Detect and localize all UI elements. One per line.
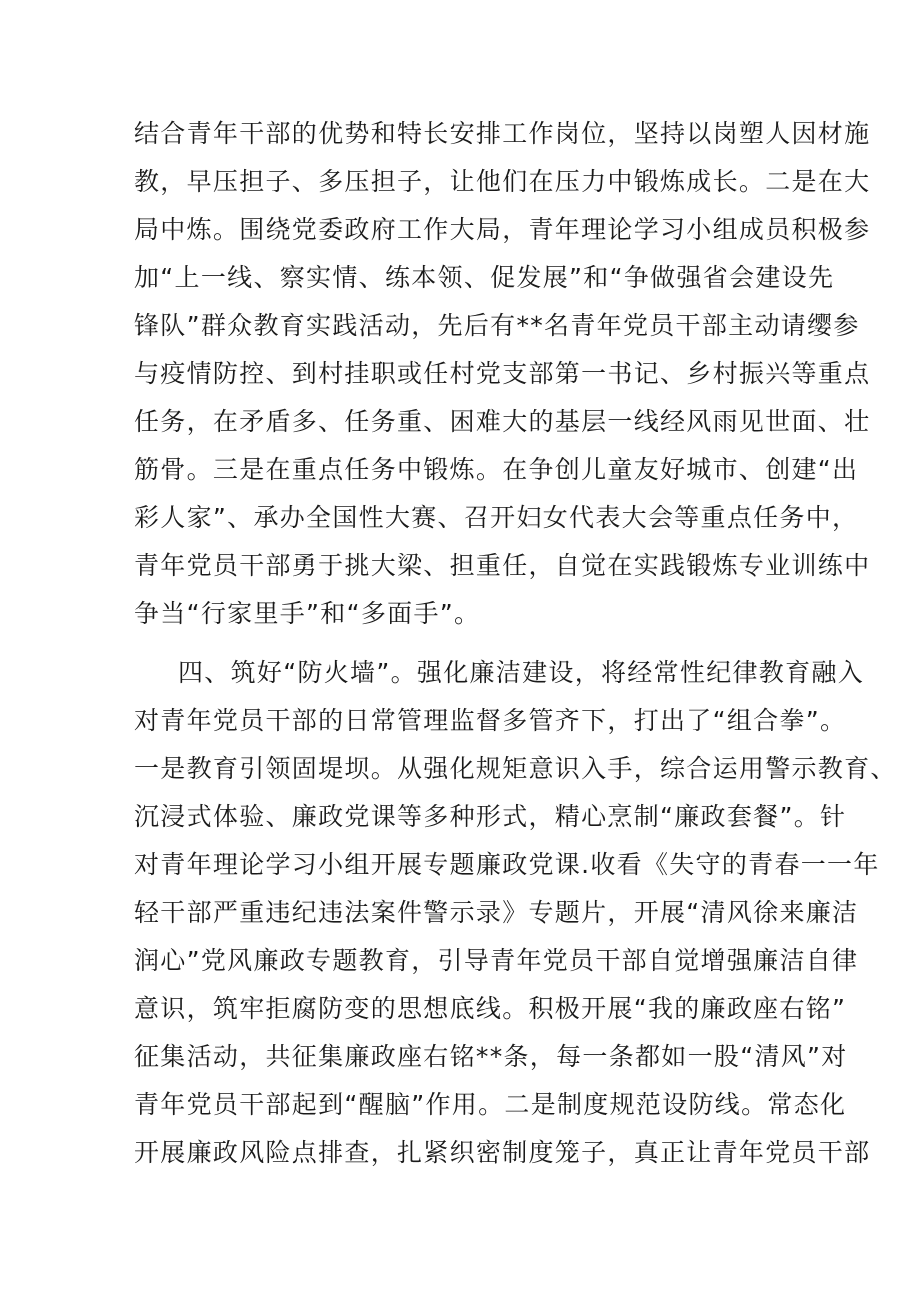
text-line: 轻干部严重违纪违法案件警示录》专题片，开展“清风徐来廉洁	[134, 898, 859, 927]
text-line: 筋骨。三是在重点任务中锻炼。在争创儿童友好城市、创建“出	[134, 455, 859, 484]
text-line: 结合青年干部的优势和特长安排工作岗位，坚持以岗塑人因材施	[134, 119, 871, 148]
text-line: 润心”党风廉政专题教育，引导青年党员干部自觉增强廉洁自律	[134, 946, 859, 975]
text-line: 开展廉政风险点排查，扎紧织密制度笼子，真正让青年党员干部	[134, 1138, 871, 1167]
text-line: 青年党员干部勇于挑大梁、担重任，自觉在实践锻炼专业训练中	[134, 551, 871, 580]
text-line: 教，早压担子、多压担子，让他们在压力中锻炼成长。二是在大	[134, 167, 871, 196]
text-line: 一是教育引领固堤坝。从强化规矩意识入手，综合运用警示教育、	[134, 754, 897, 783]
text-line: 青年党员干部起到“醒脑”作用。二是制度规范设防线。常态化	[134, 1090, 847, 1119]
text-line: 征集活动，共征集廉政座右铭**条，每一条都如一股“清风”对	[134, 1042, 848, 1071]
text-line: 四、筑好“防火墙”。强化廉洁建设，将经常性纪律教育融入	[178, 658, 865, 687]
text-line: 与疫情防控、到村挂职或任村党支部第一书记、乡村振兴等重点	[134, 359, 871, 388]
text-line: 彩人家”、承办全国性大赛、召开妇女代表大会等重点任务中，	[134, 503, 859, 532]
text-line: 沉浸式体验、廉政党课等多种形式，精心烹制“廉政套餐”。针	[134, 802, 847, 831]
text-line: 意识，筑牢拒腐防变的思想底线。积极开展“我的廉政座右铭”	[134, 994, 847, 1023]
text-line: 对青年党员干部的日常管理监督多管齐下，打出了“组合拳”。	[134, 706, 847, 735]
text-line: 任务，在矛盾多、任务重、困难大的基层一线经风雨见世面、壮	[134, 407, 871, 436]
text-line: 加“上一线、察实情、练本领、促发展”和“争做强省会建设先	[134, 263, 835, 292]
text-line: 局中炼。围绕党委政府工作大局，青年理论学习小组成员积极参	[134, 215, 871, 244]
text-line: 锋队”群众教育实践活动，先后有**名青年党员干部主动请缨参	[134, 311, 860, 340]
text-line: 争当“行家里手”和“多面手”。	[134, 599, 481, 628]
text-line: 对青年理论学习小组开展专题廉政党课.收看《失守的青春一一年	[134, 850, 880, 879]
